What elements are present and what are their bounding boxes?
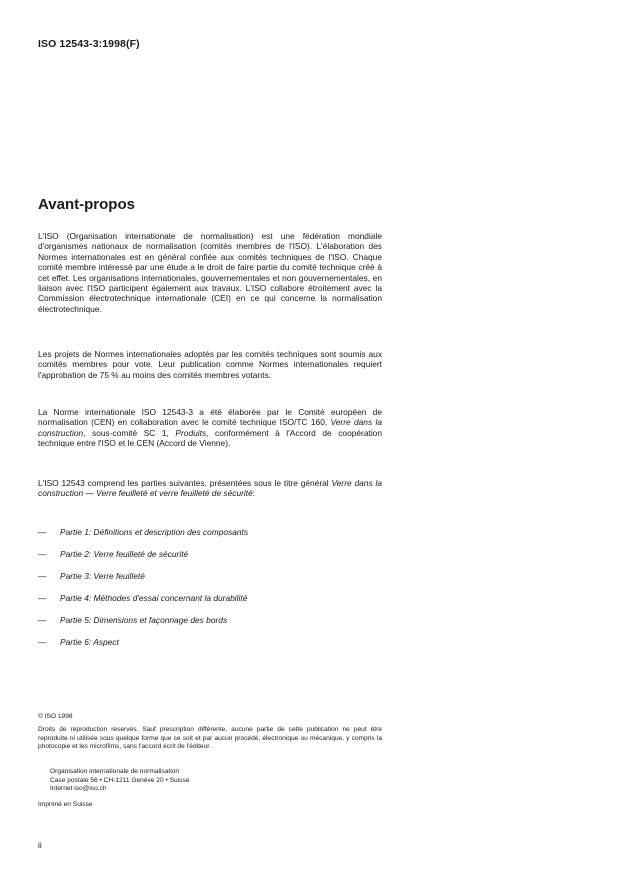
list-dash: — [38, 615, 47, 625]
part-title: Partie 4: Méthodes d'essai concernant la durabilité [60, 593, 248, 603]
list-item [38, 593, 247, 603]
section-title: Avant-propos [38, 196, 135, 213]
foreword-paragraph-1: L'ISO (Organisation internationale de normalisation) est une fédération mondiale d'organismes nationaux de normalisation (comités membres de l'ISO). L'élaboration des Normes internationales est en général confiée aux comités techniques de l'ISO. Chaque comité membre intéressé par une étude a le droit de faire partie du comité technique créé à cet effet. Les organisations internationales, gouvernementales et non gouvernementales, en liaison avec l'ISO participent également aux travaux. L'ISO collabore étroitement avec la Commission électrotechnique internationale (CEI) en ce qui concerne la normalisation électrotechnique. [38, 231, 382, 314]
list-dash: — [38, 593, 47, 603]
printed-in: Imprimé en Suisse [38, 801, 93, 808]
document-identifier: ISO 12543-3:1998(F) [38, 38, 140, 50]
list-dash: — [38, 637, 47, 647]
paragraph-text: , conformément à l'Accord de coopération technique entre l'ISO et le CEN (Accord de Vienne). [38, 427, 382, 449]
foreword-paragraph-4 [38, 478, 382, 499]
list-item [38, 571, 145, 581]
part-title: Partie 1: Définitions et description des composants [60, 527, 249, 537]
series-title: Verre dans la construction — Verre feuilleté et verre feuilleté de sécurité [38, 478, 382, 499]
paragraph-text: L'ISO 12543 comprend les parties suivantes, présentées sous le titre général [38, 478, 332, 488]
foreword-paragraph-3 [38, 407, 382, 449]
subcommittee-title: Produits [175, 427, 207, 438]
page-number: ii [38, 840, 42, 850]
list-item [38, 527, 248, 537]
list-item [38, 549, 188, 559]
list-dash: — [38, 571, 47, 581]
paragraph-text: , sous-comité SC 1, [83, 427, 176, 438]
part-title: Partie 5: Dimensions et façonnage des bords [60, 615, 228, 625]
postal-address: Case postale 56 • CH-1211 Genève 20 • Suisse [50, 776, 190, 784]
list-dash: — [38, 527, 47, 537]
part-title: Partie 2: Verre feuilleté de sécurité [60, 549, 189, 559]
publisher-address [50, 768, 189, 794]
part-title: Partie 6: Aspect [60, 637, 119, 647]
part-title: Partie 3: Verre feuilleté [60, 571, 145, 581]
internet-contact: Internet iso@iso.ch [50, 785, 107, 793]
list-item [38, 615, 227, 625]
copyright-notice: © ISO 1998 [38, 713, 73, 720]
list-dash: — [38, 549, 47, 559]
foreword-paragraph-2: Les projets de Normes internationales adoptés par les comités techniques sont soumis aux comités membres pour vote. Leur publication comme Normes internationales requiert l'approbation de 75 % au moins des comités membres votants. [38, 349, 382, 380]
committee-title: Verre dans la construction [38, 417, 382, 438]
list-item [38, 637, 119, 647]
paragraph-text: : [252, 488, 256, 499]
paragraph-text: La Norme internationale ISO 12543-3 a été élaborée par le Comité européen de normalisation (CEN) en collaboration avec le comité technique ISO/TC 160, [38, 407, 382, 428]
reproduction-rights: Droits de reproduction réservés. Sauf prescription différente, aucune partie de cette publication ne peut être reproduite ni utilisée sous quelque forme que ce soit et par aucun procédé, électronique ou mécanique, y compris la photocopie et les microfilms, sans l'accord écrit de l'éditeur. [38, 726, 382, 751]
organisation-name: Organisation internationale de normalisation [50, 768, 180, 775]
